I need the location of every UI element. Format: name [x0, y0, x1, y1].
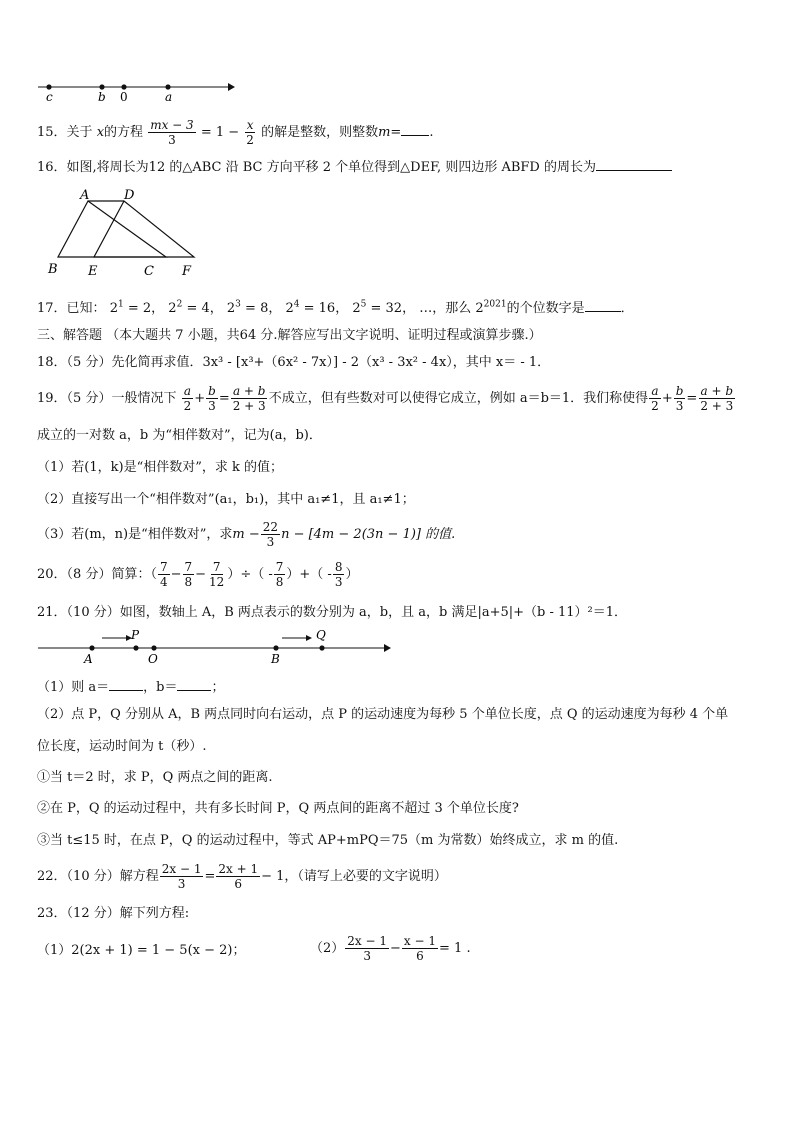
q15-frac2-num: x	[246, 118, 254, 132]
q15-frac1-num: mx − 3	[150, 118, 194, 132]
q20-frac-2: $\frac{7}{8}$	[184, 560, 193, 589]
q22-frac-1: $\frac{2x - 1}{3}$	[161, 862, 202, 891]
question-23	[37, 906, 189, 922]
point-c	[46, 84, 51, 89]
q15-text3: 的解是整数，则整数	[261, 125, 379, 140]
q19-eq: =	[218, 391, 230, 406]
q15-eq: = 1 −	[200, 125, 240, 140]
q15-var: x	[96, 125, 105, 140]
q23-end: = 1 .	[439, 941, 471, 956]
q18-text: （5 分）先化简再求值．3x³ - [x³+（6x² - 7x）] - 2（x³ - 3x² - 4x），其中 x＝ - 1．	[66, 355, 551, 370]
label-0: 0	[120, 90, 128, 104]
number-line-top	[36, 78, 236, 104]
q20-frac-4: $\frac{7}{8}$	[275, 560, 284, 589]
q21-sub-3	[37, 833, 618, 849]
q19-number: 19．	[37, 391, 67, 406]
q17-power-1: $2^1 = 2$，	[109, 299, 165, 316]
q19-line2-text: 成立的一对数 a，b 为“相伴数对”，记为(a，b)．	[37, 428, 322, 443]
q21-p1-end: ；	[211, 680, 225, 695]
question-20: 20．（8 分）简算：（ $\frac{7}{4}$ − $\frac{7}{8}$ − $\frac{7}{12}$ ）÷（ - $\frac{7}{8}$ ）+（ - $\frac{8}{3}$ ）	[37, 560, 359, 589]
q19-frac-a2: $\frac{a}{2}$	[183, 384, 192, 413]
question-16	[37, 158, 672, 176]
q19-frac-ab-2: $\frac{a + b}{2 + 3}$	[700, 384, 734, 413]
q21-sub-1	[37, 770, 273, 786]
q16-text: 如图,将周长为12 的△ABC 沿 BC 方向平移 2 个单位得到△DEF, 则四边形 ABFD 的周长为	[66, 160, 596, 175]
q21-point-Q	[319, 645, 324, 650]
q21-point-B	[273, 645, 278, 650]
q21-a-blank[interactable]	[109, 678, 143, 691]
q15-answer-blank[interactable]	[401, 123, 429, 136]
q23-part-1	[37, 934, 245, 968]
q19-frac-b3: $\frac{b}{3}$	[208, 384, 216, 413]
q21-point-A	[89, 645, 94, 650]
q19-p2-text: （2）直接写出一个“相伴数对”(a₁，b₁)，其中 a₁≠1，且 a₁≠1；	[37, 492, 415, 507]
q19-p1-text: （1）若(1，k)是“相伴数对”，求 k 的值；	[37, 460, 283, 475]
q21-part-1	[37, 678, 225, 696]
q17-dot: ．	[620, 301, 634, 316]
figure-16-translation	[44, 187, 204, 279]
q23-minus: −	[390, 941, 401, 956]
q16-number: 16．	[37, 160, 67, 175]
q23-frac-1: $\frac{2x - 1}{3}$	[347, 934, 388, 963]
point-b	[99, 84, 104, 89]
q21-part-2a	[37, 707, 728, 723]
q19-eq-2: =	[686, 391, 698, 406]
question-22	[37, 860, 447, 894]
q19-plus: +	[194, 391, 206, 406]
q22-pre: （10 分）解方程	[66, 869, 159, 884]
q21-p1-a: （1）则 a＝	[37, 680, 110, 695]
fig16-label-F: F	[182, 264, 192, 279]
q20-frac-3: $\frac{7}{12}$	[209, 560, 225, 589]
q20-frac-5: $\frac{8}{3}$	[334, 560, 343, 589]
q20-mid2: ）+（ -	[286, 567, 332, 582]
q19-frac-b3-2: $\frac{b}{3}$	[675, 384, 684, 413]
q15-eq2: =	[390, 125, 402, 140]
q20-number: 20．	[37, 567, 67, 582]
q19-pre: （5 分）一般情况下	[66, 391, 177, 406]
q15-frac2-den: 2	[246, 133, 254, 147]
fig16-label-C: C	[144, 264, 154, 279]
q23-p2-pre: （2）	[310, 941, 345, 956]
question-15	[37, 118, 433, 147]
q20-end: ）	[345, 567, 359, 582]
q21-p1-b: ，b＝	[143, 680, 178, 695]
q21-s1-text: ①当 t＝2 时，求 P，Q 两点之间的距离.	[37, 770, 273, 785]
q21-label-Q: Q	[316, 628, 326, 642]
q19-mid: 不成立，但有些数对可以使得它成立，例如 a＝b＝1．我们称使得	[268, 391, 649, 406]
q17-power-3: $2^3 = 8$，	[226, 299, 282, 316]
q17-answer-blank[interactable]	[585, 299, 621, 312]
q17-pre: 已知：	[66, 301, 106, 316]
q21-text: （10 分）如图，数轴上 A，B 两点表示的数分别为 a，b，且 a，b 满足|a+5|+（b - 11）²＝1．	[66, 605, 628, 620]
q22-post: − 1，（请写上必要的文字说明）	[261, 869, 447, 884]
q19-p3-post: n − [4m − 2(3n − 1)] 的值.	[281, 527, 456, 542]
label-c: c	[46, 90, 53, 104]
q15-number: 15．	[37, 125, 67, 140]
q23-part-2	[310, 932, 471, 966]
q17-power-2: $2^2 = 4$，	[168, 299, 223, 316]
q22-eq: =	[204, 869, 216, 884]
q21-point-P	[133, 645, 138, 650]
q15-fraction-1	[148, 118, 195, 147]
fig16-label-A: A	[80, 188, 90, 203]
q21-sub-2	[37, 801, 519, 817]
q21-p2b-text: 位长度，运动时间为 t（秒）.	[37, 739, 207, 754]
q17-number: 17．	[37, 301, 67, 316]
q23-p1-text: （1）2(2x + 1) = 1 − 5(x − 2)；	[37, 943, 246, 958]
q23-number: 23．	[37, 906, 67, 921]
q21-part-2b	[37, 739, 207, 755]
q15-fraction-2	[244, 118, 256, 147]
q17-ellipsis: …，那么	[419, 301, 472, 316]
q21-label-P: P	[131, 628, 140, 642]
q23-text: （12 分）解下列方程:	[66, 906, 190, 921]
section-3-heading	[37, 328, 542, 344]
q22-number: 22．	[37, 869, 67, 884]
q17-post: 的个位数字是	[506, 301, 585, 316]
question-19	[37, 382, 736, 416]
fig16-label-E: E	[88, 264, 98, 279]
q21-b-blank[interactable]	[177, 678, 211, 691]
q15-text: 关于	[66, 125, 93, 140]
question-18	[37, 355, 550, 371]
q16-answer-blank[interactable]	[596, 158, 672, 171]
q19-p3-m: m −	[232, 527, 260, 542]
q15-text2: 的方程	[104, 125, 144, 140]
section-3-text: 三、解答题 （本大题共 7 小题，共64 分.解答应写出文字说明、证明过程或演算步骤.）	[37, 328, 542, 343]
q19-part-2	[37, 492, 415, 508]
q17-power-2021: $2^{2021}$	[475, 299, 507, 316]
fig16-label-D: D	[124, 188, 135, 203]
fig16-label-B: B	[48, 262, 58, 277]
question-17	[37, 299, 634, 317]
point-a	[165, 84, 170, 89]
q21-number: 21．	[37, 605, 67, 620]
q21-label-B: B	[271, 652, 280, 666]
q20-mid: ）÷（ -	[227, 567, 273, 582]
question-21	[37, 605, 627, 621]
q21-label-A: A	[84, 652, 93, 666]
q21-point-O	[151, 645, 156, 650]
q21-s2-text: ②在 P，Q 的运动过程中，共有多长时间 P，Q 两点间的距离不超过 3 个单位长度?	[37, 801, 519, 816]
q19-frac-a2-2: $\frac{a}{2}$	[651, 384, 659, 413]
q21-label-O: O	[148, 652, 158, 666]
q17-power-4: $2^4 = 16$，	[285, 299, 349, 316]
label-a: a	[165, 90, 173, 104]
q15-m: m	[378, 125, 391, 140]
q19-part-3	[37, 518, 455, 552]
q19-plus-2: +	[661, 391, 673, 406]
q15-frac1-den: 3	[168, 133, 176, 147]
point-0	[121, 84, 126, 89]
label-b: b	[98, 90, 106, 104]
number-line-q21	[36, 626, 396, 666]
q17-power-5: $2^5 = 32$，	[352, 299, 416, 316]
q21-p2a-text: （2）点 P，Q 分别从 A，B 两点同时向右运动，点 P 的运动速度为每秒 5 个单位长度，点 Q 的运动速度为每秒 4 个单	[37, 707, 729, 722]
q19-p3-frac: $\frac{22}{3}$	[262, 520, 279, 549]
q20-pre: （8 分）简算：（	[66, 567, 157, 582]
q19-part-1	[37, 460, 283, 476]
q20-frac-1: $\frac{7}{4}$	[159, 560, 168, 589]
q15-dot: .	[429, 125, 434, 140]
q19-line-2	[37, 428, 322, 444]
q18-number: 18．	[37, 355, 67, 370]
q22-frac-2: $\frac{2x + 1}{6}$	[218, 862, 259, 891]
q21-s3-text: ③当 t≤15 时，在点 P，Q 的运动过程中，等式 AP+mPQ＝75（m 为常数）始终成立，求 m 的值.	[37, 833, 619, 848]
q23-frac-2: $\frac{x - 1}{6}$	[403, 934, 437, 963]
q19-frac-ab: $\frac{a + b}{2 + 3}$	[232, 384, 266, 413]
q19-p3-pre: （3）若(m，n)是“相伴数对”，求	[37, 527, 233, 542]
